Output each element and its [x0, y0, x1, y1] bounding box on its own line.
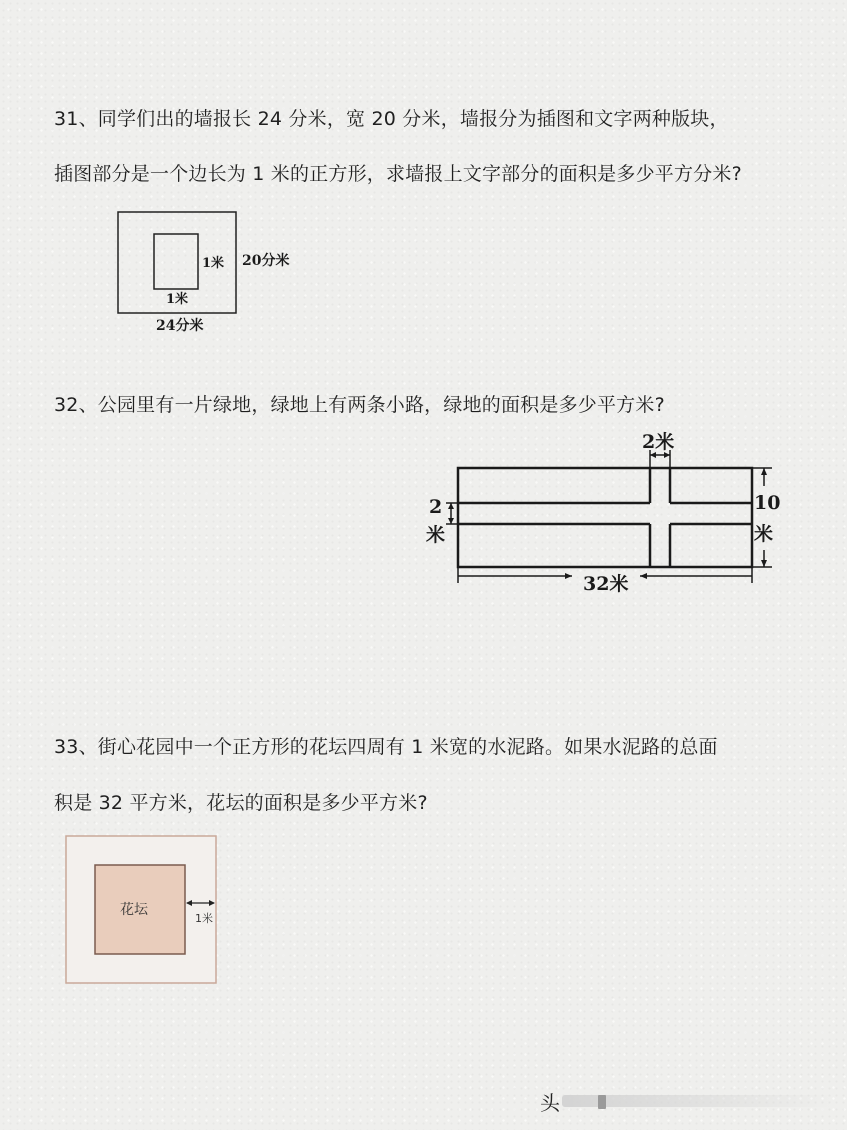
q32-right-arrow-top — [761, 468, 767, 475]
q33-text-line-2: 积是 32 平方米，花坛的面积是多少平方米? — [54, 792, 428, 814]
q33-figure — [60, 830, 225, 990]
q32-height-label-unit: 米 — [754, 523, 774, 545]
q32-text-line-1: 32、公园里有一片绿地，绿地上有两条小路，绿地的面积是多少平方米? — [54, 394, 665, 416]
q32-figure — [420, 428, 790, 600]
q32-figure-svg — [420, 428, 790, 600]
q31-inner-side-label: 1米 — [202, 256, 225, 271]
q33-figure-svg — [60, 830, 225, 990]
q31-text-line-1: 31、同学们出的墙报长 24 分米，宽 20 分米，墙报分为插图和文字两种版块， — [54, 108, 729, 130]
q33-bed-label: 花坛 — [120, 902, 148, 918]
q31-figure-svg — [110, 205, 310, 340]
q32-bottom-arrow-left — [565, 573, 572, 579]
watermark — [540, 1087, 840, 1113]
q32-length-label: 32米 — [583, 573, 629, 595]
watermark-tick — [598, 1095, 606, 1109]
q33-text-line-1: 33、街心花园中一个正方形的花坛四周有 1 米宽的水泥路。如果水泥路的总面 — [54, 736, 718, 758]
q33-path-width-label: 1米 — [195, 912, 213, 925]
q31-picture-square — [154, 234, 198, 289]
q31-height-label: 20分米 — [242, 253, 290, 269]
q32-left-arrow-bottom — [448, 518, 454, 524]
q31-figure — [110, 205, 310, 340]
q32-left-arrow-top — [448, 503, 454, 509]
q32-bottom-arrow-right — [640, 573, 647, 579]
q32-right-arrow-bottom — [761, 560, 767, 567]
q31-inner-bottom-label: 1米 — [166, 292, 189, 307]
q32-horizontal-path-label-unit: 米 — [426, 524, 446, 546]
q32-field-rect — [458, 468, 752, 567]
q32-height-label-num: 10 — [754, 492, 781, 514]
q32-vertical-path-label: 2米 — [642, 431, 675, 453]
q32-horizontal-path-label-num: 2 — [429, 496, 443, 518]
q31-length-label: 24分米 — [156, 318, 204, 334]
watermark-logo-char: 头 — [540, 1091, 560, 1115]
q31-text-line-2: 插图部分是一个边长为 1 米的正方形，求墙报上文字部分的面积是多少平方分米? — [54, 163, 742, 185]
